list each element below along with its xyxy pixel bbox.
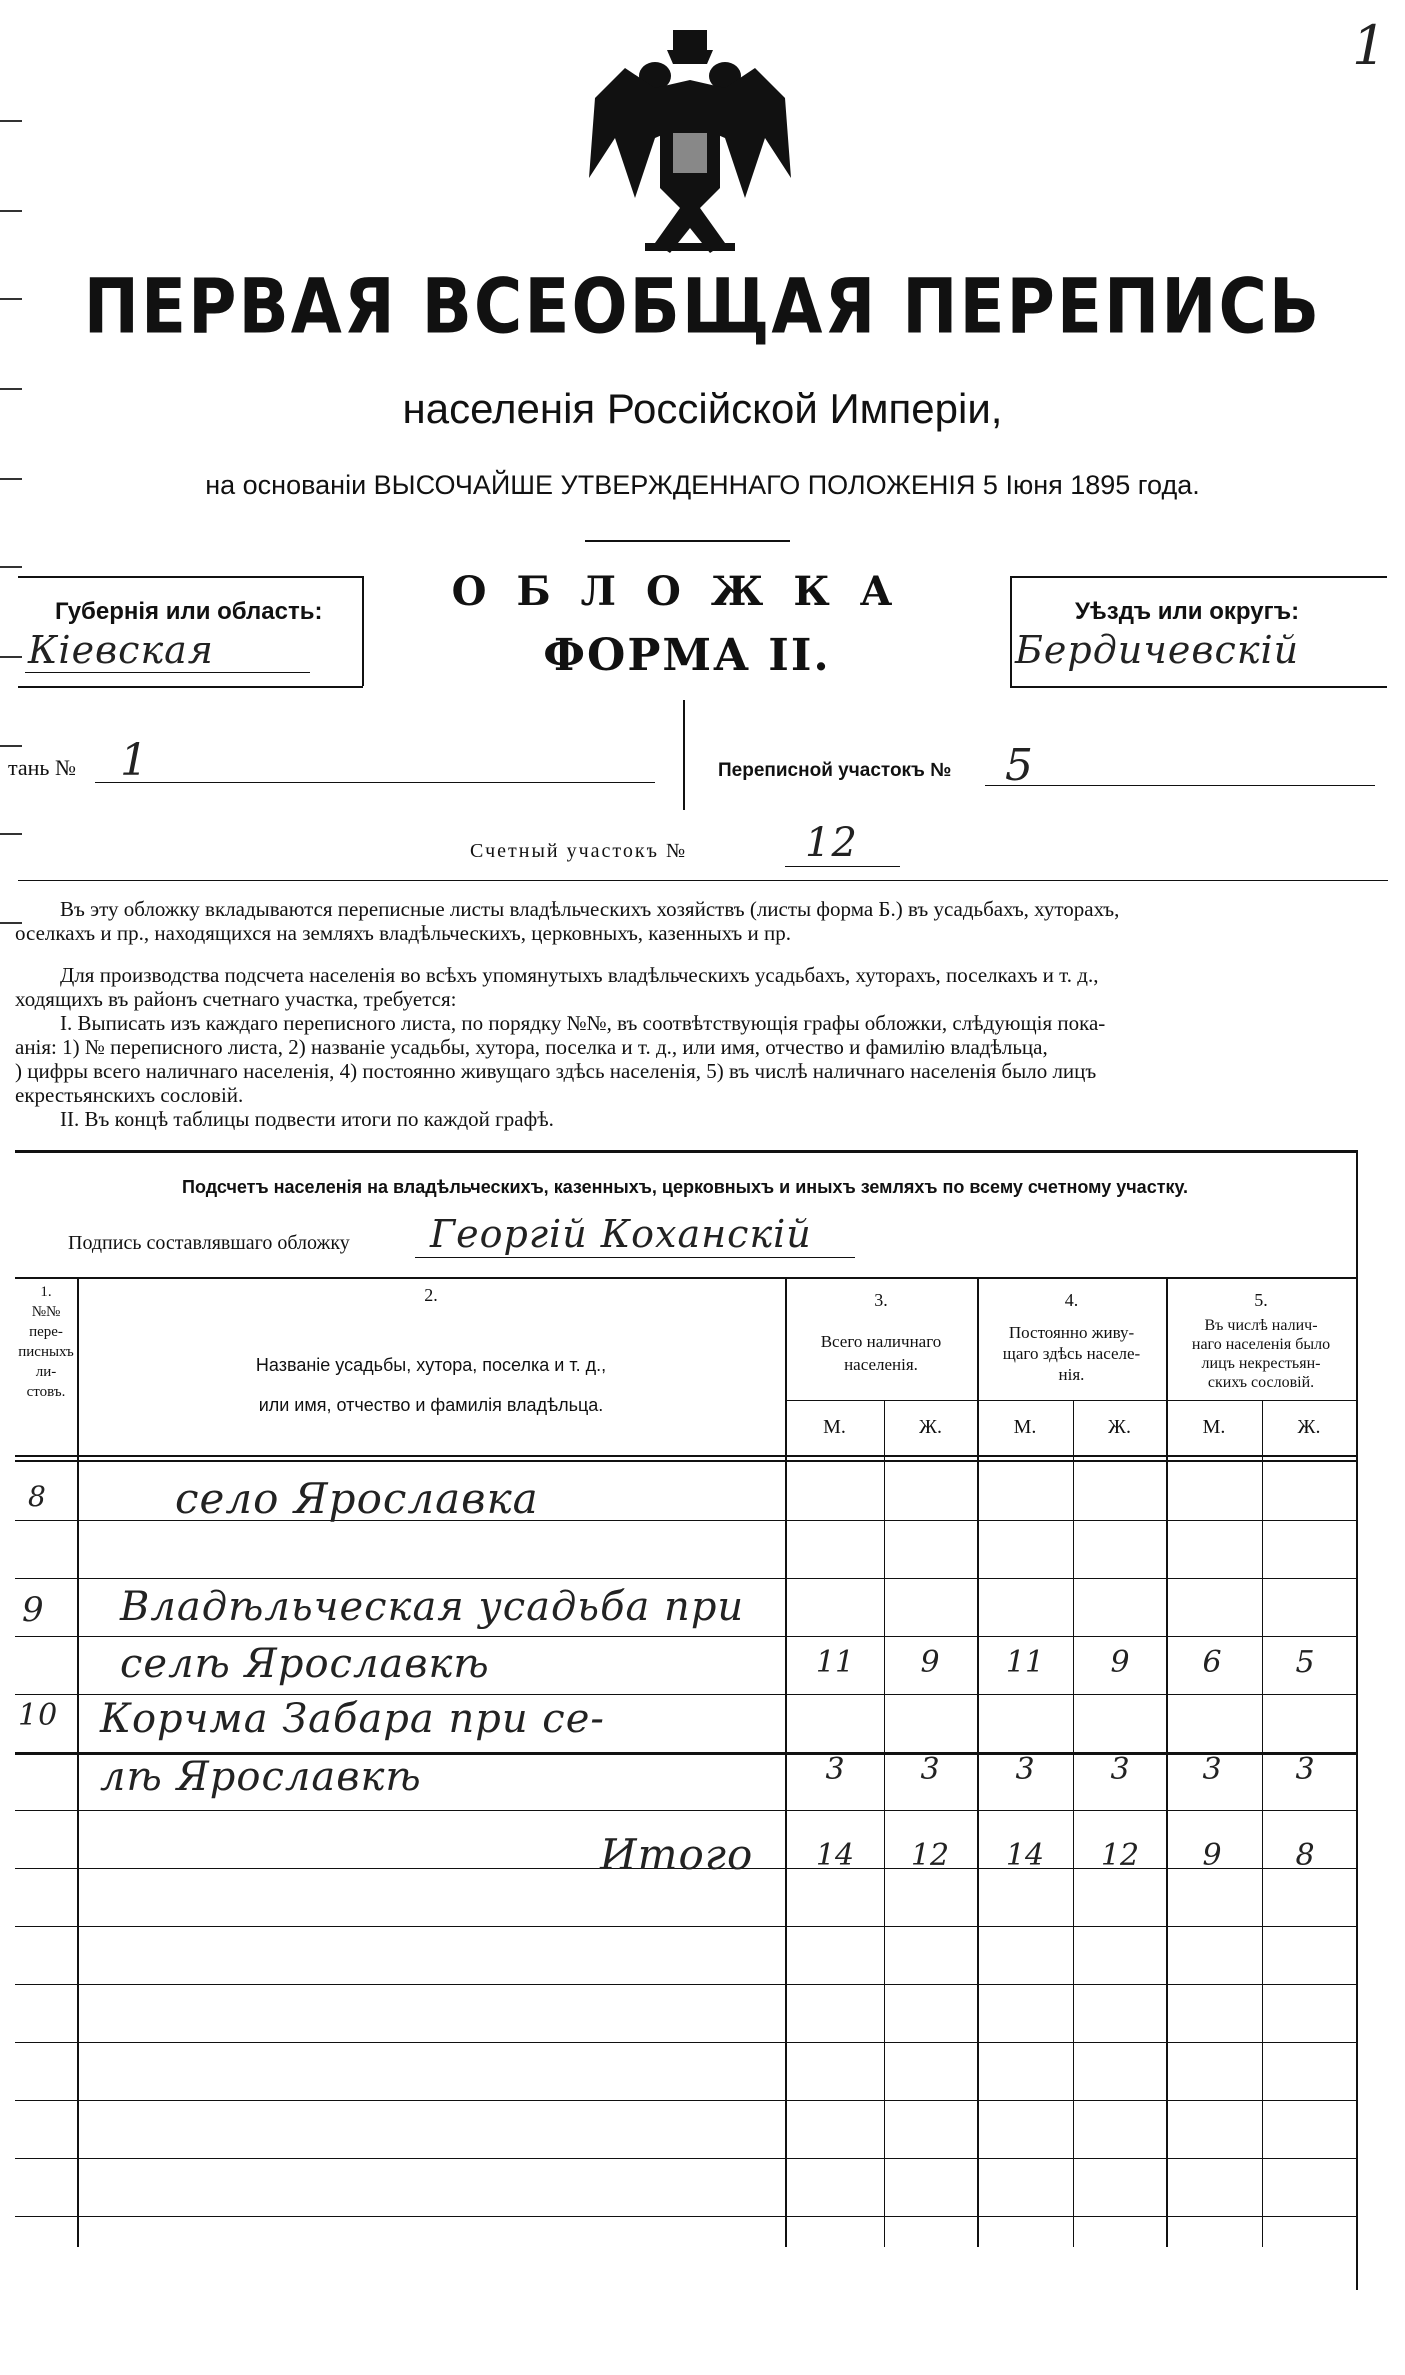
- instruction-line: Для производства подсчета населенія во всѣхъ упомянутыхъ владѣльческихъ усадьбахъ, хуторахъ, поселкахъ и т. д.,: [60, 963, 1099, 987]
- col-header-line: щаго здѣсь населе-: [1002, 1344, 1141, 1363]
- margin-tick: [0, 120, 22, 122]
- total-value: 12: [910, 1838, 950, 1873]
- col-header-line: населенія.: [844, 1355, 918, 1374]
- margin-tick: [0, 566, 22, 568]
- instruction-line: оселкахъ и пр., находящихся на земляхъ владѣльческихъ, церковныхъ, казенныхъ и пр.: [15, 921, 792, 945]
- row-line: [15, 1636, 1358, 1637]
- signer-value: Георгій Коханскій: [430, 1212, 812, 1256]
- instructions: [15, 897, 1390, 1131]
- cell-value: 9: [920, 1645, 940, 1680]
- total-value: 8: [1295, 1838, 1315, 1873]
- row-name: селѣ Ярославкѣ: [120, 1641, 490, 1687]
- col1-header: [15, 1282, 77, 1402]
- total-value: 12: [1100, 1838, 1140, 1873]
- col-header-line: пере-: [29, 1324, 63, 1340]
- row-line: [15, 2158, 1358, 2159]
- box-line: [18, 686, 363, 688]
- instruction-line: I. Выписать изъ каждаго переписного листа, по порядку №№, въ соотвѣтствующія графы обложки, слѣдующія пока-: [60, 1011, 1106, 1035]
- col-header-line: Названіе усадьбы, хутора, поселка и т. д.,: [255, 1355, 607, 1375]
- stan-value: 1: [120, 735, 149, 786]
- box-line: [1010, 576, 1012, 686]
- table-border: [1356, 1150, 1358, 2290]
- col-header-line: писныхъ: [18, 1344, 74, 1360]
- page-number: 1: [1352, 14, 1388, 77]
- col-header-line: Всего наличнаго: [820, 1332, 942, 1351]
- district-label: Уѣздъ или округъ:: [1075, 598, 1300, 625]
- box-line: [1010, 686, 1387, 688]
- margin-tick: [0, 656, 22, 658]
- underline: [415, 1257, 855, 1258]
- underline: [785, 866, 900, 867]
- instruction-line: ходящихъ въ районъ счетнаго участка, требуется:: [15, 987, 457, 1011]
- row-line: [15, 2216, 1358, 2217]
- cell-value: 3: [1295, 1752, 1315, 1787]
- instruction-line: ) цифры всего наличнаго населенія, 4) постоянно живущаго здѣсь населенія, 5) въ числѣ наличнаго населенія было лицъ: [15, 1059, 1097, 1083]
- district-value: Бердичевскій: [1015, 628, 1300, 672]
- instruction-line: анія: 1) № переписного листа, 2) названіе усадьбы, хутора, поселка и т. д., или имя, отчество и фамилію владѣльца,: [15, 1035, 1048, 1059]
- row-line: [15, 2100, 1358, 2101]
- box-line: [18, 576, 363, 578]
- row-name: село Ярославка: [175, 1474, 539, 1523]
- table-subheader-line: [785, 1400, 1357, 1401]
- row-name: лѣ Ярославкѣ: [100, 1754, 422, 1800]
- stan-label: тань №: [8, 755, 76, 780]
- document-title: ПЕРВАЯ ВСЕОБЩАЯ ПЕРЕПИСЬ: [83, 262, 1322, 351]
- table-header-top: [15, 1277, 1358, 1279]
- column-divider: [884, 1400, 885, 2247]
- instruction-line: Въ эту обложку вкладываются переписные листы владѣльческихъ хозяйствъ (листы форма Б.) въ усадьбахъ, хуторахъ,: [60, 897, 1120, 921]
- col5-female: Ж.: [1297, 1416, 1321, 1438]
- margin-tick: [0, 833, 22, 835]
- census-district-label: Переписной участокъ №: [718, 760, 952, 781]
- col3-male: М.: [823, 1416, 846, 1438]
- instruction-line: екрестьянскихъ сословій.: [15, 1083, 244, 1107]
- cell-value: 9: [1110, 1645, 1130, 1680]
- column-divider: [1262, 1400, 1263, 2247]
- table-header-bottom: [15, 1460, 1358, 1462]
- col2-header: [77, 1345, 785, 1425]
- col5-number: 5.: [1254, 1290, 1268, 1310]
- margin-tick: [0, 745, 22, 747]
- col4-header: [977, 1322, 1166, 1385]
- col-header-line: скихъ сословій.: [1207, 1374, 1315, 1391]
- double-headed-eagle-emblem: [585, 28, 795, 268]
- col-header-line: стовъ.: [26, 1384, 66, 1400]
- col4-male: М.: [1013, 1416, 1037, 1438]
- total-value: 14: [1005, 1838, 1045, 1873]
- column-divider: [1073, 1400, 1074, 2247]
- row-name: Владѣльческая усадьба при: [120, 1584, 745, 1630]
- province-value: Кіевская: [28, 628, 214, 672]
- row-line: [15, 1984, 1358, 1985]
- census-district-value: 5: [1005, 740, 1034, 791]
- col2-number: 2.: [424, 1285, 438, 1305]
- row-name: Корчма Забара при се-: [100, 1696, 605, 1742]
- document-subtitle: населенія Россійской Имперіи,: [402, 385, 1003, 432]
- col-header-line: Въ числѣ налич-: [1204, 1317, 1318, 1334]
- cell-value: 3: [1015, 1752, 1035, 1787]
- instruction-line: II. Въ концѣ таблицы подвести итоги по каждой графѣ.: [60, 1107, 554, 1131]
- col-header-line: наго населенія было: [1191, 1336, 1331, 1353]
- col5-header: [1166, 1316, 1356, 1392]
- margin-tick: [0, 210, 22, 212]
- row-num: 10: [18, 1698, 59, 1733]
- cell-value: 6: [1202, 1645, 1222, 1680]
- table-border: [15, 1150, 1358, 1153]
- col3-number: 3.: [874, 1290, 888, 1310]
- col3-female: Ж.: [919, 1416, 942, 1438]
- divider: [18, 880, 1388, 881]
- row-num: 9: [22, 1590, 45, 1630]
- count-district-label: Счетный участокъ №: [470, 840, 688, 862]
- row-line: [15, 1926, 1358, 1927]
- table-caption: Подсчетъ населенія на владѣльческихъ, казенныхъ, церковныхъ и иныхъ земляхъ по всему счетному участку.: [182, 1177, 1188, 1197]
- col-header-line: нія.: [1058, 1365, 1085, 1384]
- col-header-line: ли-: [35, 1364, 57, 1380]
- underline: [95, 782, 655, 783]
- form-name: ФОРМА II.: [543, 630, 831, 681]
- cell-value: 3: [920, 1752, 940, 1787]
- box-line: [1010, 576, 1387, 578]
- col-header-line: лицъ некрестьян-: [1201, 1355, 1321, 1372]
- row-line: [15, 1578, 1358, 1579]
- legal-basis: на основаніи ВЫСОЧАЙШЕ УТВЕРЖДЕННАГО ПОЛОЖЕНІЯ 5 Іюня 1895 года.: [205, 470, 1200, 500]
- cover-word: ОБЛОЖКА: [451, 568, 923, 615]
- col-number: 1.: [40, 1284, 52, 1300]
- cell-value: 11: [1005, 1645, 1045, 1680]
- table-header-bottom: [15, 1455, 1358, 1457]
- col4-female: Ж.: [1108, 1416, 1131, 1438]
- divider-vertical: [683, 700, 685, 810]
- cell-value: 11: [815, 1645, 855, 1680]
- province-label: Губернія или область:: [55, 598, 323, 625]
- col5-male: М.: [1202, 1416, 1226, 1438]
- col3-header: [785, 1330, 977, 1376]
- col-header-line: или имя, отчество и фамилія владѣльца.: [258, 1395, 604, 1415]
- total-value: 14: [815, 1838, 855, 1873]
- total-value: 9: [1202, 1838, 1222, 1873]
- underline: [25, 672, 310, 673]
- row-line: [15, 1694, 1358, 1695]
- row-num: 8: [28, 1480, 47, 1513]
- cell-value: 3: [1202, 1752, 1222, 1787]
- row-line: [15, 2042, 1358, 2043]
- signer-label: Подпись составлявшаго обложку: [68, 1232, 350, 1254]
- cell-value: 5: [1295, 1645, 1315, 1680]
- total-label: Итого: [600, 1830, 754, 1879]
- cell-value: 3: [825, 1752, 845, 1787]
- col4-number: 4.: [1064, 1290, 1079, 1310]
- col-header-line: №№: [31, 1304, 61, 1320]
- cell-value: 3: [1110, 1752, 1130, 1787]
- underline: [985, 785, 1375, 786]
- row-line: [15, 1810, 1358, 1811]
- count-district-value: 12: [805, 820, 858, 866]
- divider: [585, 540, 790, 542]
- col-header-line: Постоянно живу-: [1008, 1323, 1135, 1342]
